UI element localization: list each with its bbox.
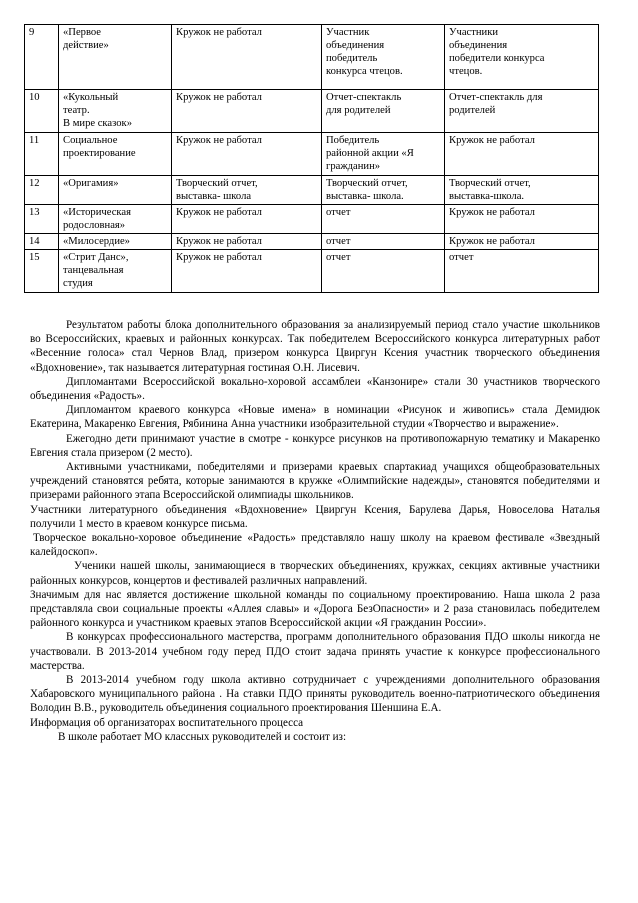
row-number: 13 (25, 205, 59, 234)
year-3-result: Кружок не работал (445, 133, 599, 176)
year-2-result: отчет (322, 205, 445, 234)
year-3-result: Творческий отчет, выставка-школа. (445, 176, 599, 205)
table-row (25, 25, 599, 90)
table-row (25, 133, 599, 176)
year-2-result: Победитель районной акции «Я гражданин» (322, 133, 445, 176)
year-2-result: отчет (322, 234, 445, 250)
table-row (25, 205, 599, 234)
paragraph-mo: В школе работает МО классных руководителей и состоит из: (58, 730, 347, 743)
row-number: 12 (25, 176, 59, 205)
paragraph-fire-safety: Ежегодно дети принимают участие в смотре - конкурсе рисунков на противопожарную тематику и Макаренко Евгения стала призером (2 место). (30, 432, 600, 459)
year-2-result: Творческий отчет, выставка- школа. (322, 176, 445, 205)
results-table (24, 24, 599, 293)
club-name: «Оригамия» (59, 176, 172, 205)
club-name: Социальное проектирование (59, 133, 172, 176)
year-3-result: Кружок не работал (445, 234, 599, 250)
paragraph-sports: Активными участниками, победителями и призерами краевых спартакиад учащихся общеобразовательных учреждений становятся ребята, которые занимаются в кружке «Олимпийские надежды», становятся победителями и призерами районного этапа Всероссийской олимпиады школьников. (30, 461, 600, 502)
row-number: 9 (25, 25, 59, 90)
paragraph-literary: Участники литературного объединения «Вдохновение» Цвиргун Ксения, Барулева Дарья, Новоселова Наталья получили 1 место в краевом конкурсе письма. (30, 503, 600, 530)
table-row (25, 250, 599, 293)
year-1-result: Кружок не работал (172, 250, 322, 293)
paragraph-social-design: Значимым для нас является достижение школьной команды по социальному проектированию. Наша школа 2 раза представляла свои социальные проекты «Аллея славы» и «Дорога БезОпасности» и 2 раза становилась победителем районного конкурса и участником краевых этапов Всероссийской акции «Я гражданин России». (30, 588, 600, 630)
year-3-result: Кружок не работал (445, 205, 599, 234)
section-heading: Информация об организаторах воспитательного процесса (30, 716, 304, 729)
year-1-result: Творческий отчет, выставка- школа (172, 176, 322, 205)
table-row (25, 176, 599, 205)
paragraph-professional: В конкурсах профессионального мастерства, программ дополнительного образования ПДО школы никогда не участвовали. В 2013-2014 учебном году перед ПДО стоит задача принять участие к конкурсе профессионального мастерства. (30, 631, 600, 672)
year-2-result: отчет (322, 250, 445, 293)
paragraph-new-names: Дипломантом краевого конкурса «Новые имена» в номинации «Рисунок и живопись» стала Демидюк Екатерина, Макаренко Евгения, Рябинина Анна участники изобразительной студии «Творчество и выражение». (30, 404, 600, 431)
paragraph-kanzonire: Дипломантами Всероссийской вокально-хоровой ассамблеи «Канзонире» стали 30 участников творческого объединения «Радость». (30, 375, 600, 403)
year-1-result: Кружок не работал (172, 205, 322, 234)
year-3-result: Участники объединения победители конкурса чтецов. (445, 25, 599, 90)
paragraph-results: Результатом работы блока дополнительного образования за анализируемый период стало участие школьников во Всероссийских, краевых и районных конкурсах. Так победителем Всероссийского конкурса литературных работ «Весенние голоса» стал Чернов Влад, призером конкурса Цвиргун Ксения участник творческого объединения «Вдохновение», так называется литературная гостиная О.Н. Лисевич. (30, 319, 600, 374)
row-number: 15 (25, 250, 59, 293)
table-row (25, 90, 599, 133)
club-name: «Стрит Данс», танцевальная студия (59, 250, 172, 293)
paragraph-cooperation: В 2013-2014 учебном году школа активно сотрудничает с учреждениями дополнительного образования Хабаровского муниципального района . На ставки ПДО приняты руководитель военно-патриотического объединения Володин В.В., руководитель объединения социального проектирования Шеншина Е.А. (30, 674, 600, 715)
club-name: «Кукольный театр. В мире сказок» (59, 90, 172, 133)
club-name: «Милосердие» (59, 234, 172, 250)
year-1-result: Кружок не работал (172, 133, 322, 176)
row-number: 14 (25, 234, 59, 250)
year-3-result: Отчет-спектакль для родителей (445, 90, 599, 133)
year-2-result: Отчет-спектакль для родителей (322, 90, 445, 133)
report-text (30, 318, 600, 744)
club-name: «Первое действие» (59, 25, 172, 90)
row-number: 10 (25, 90, 59, 133)
year-3-result: отчет (445, 250, 599, 293)
row-number: 11 (25, 133, 59, 176)
paragraph-students: Ученики нашей школы, занимающиеся в творческих объединениях, кружках, секциях активные участники районных конкурсов, концертов и фестивалей различных направлений. (30, 560, 600, 587)
club-name: «Историческая родословная» (59, 205, 172, 234)
table-row (25, 234, 599, 250)
year-1-result: Кружок не работал (172, 90, 322, 133)
year-2-result: Участник объединения победитель конкурса чтецов. (322, 25, 445, 90)
paragraph-choir: Творческое вокально-хоровое объединение «Радость» представляло нашу школу на краевом фестивале «Звездный калейдоскоп». (30, 532, 600, 559)
year-1-result: Кружок не работал (172, 234, 322, 250)
year-1-result: Кружок не работал (172, 25, 322, 90)
